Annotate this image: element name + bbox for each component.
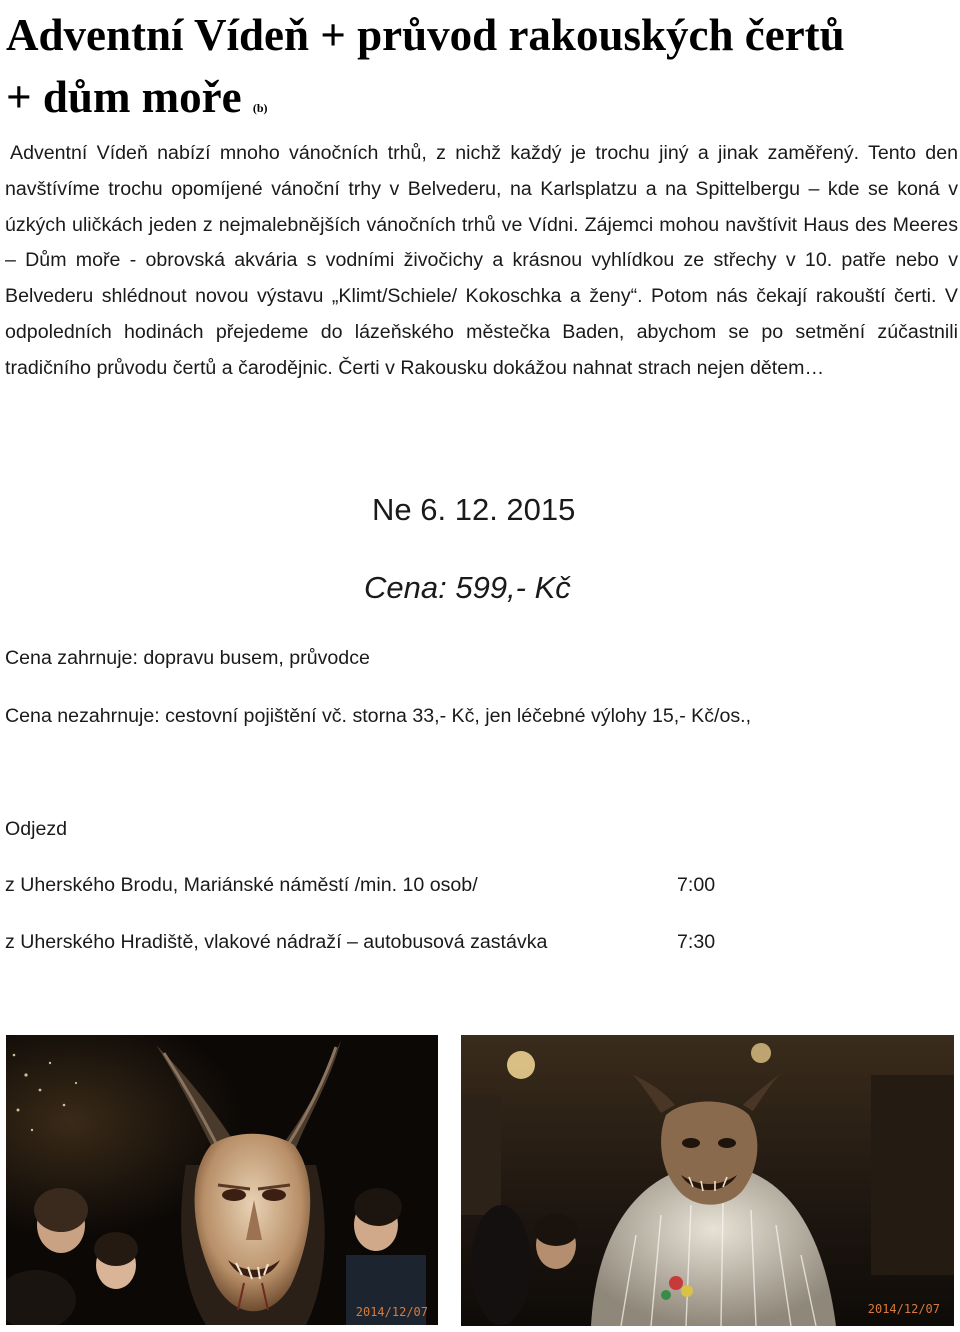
intro-paragraph: Adventní Vídeň nabízí mnoho vánočních trhů, z nichž každý je trochu jiný a jinak zaměřený. Tento den navštívíme trochu opomíjené vánoční trhy v Belvederu, na Karlsplatzu a na Spittelbergu – kde se koná v úzkých uličkách jeden z nejmalebnějších vánočních trhů ve Vídni. Zájemci mohou navštívit Haus des Meeres – Dům moře - obrovská akvária s vodními živočichy a krásnou vyhlídkou ze střechy v 10. patře nebo v Belvederu shlédnout novou výstavu „Klimt/Schiele/ Kokoschka a ženy“. Potom nás čekají rakouští čerti. V odpoledních hodinách přejedeme do lázeňského městečka Baden, abychom se po setmění zúčastnili tradičního průvodu čertů a čarodějnic. Čerti v Rakousku dokážou nahnat strach nejen dětem…	[5, 142, 958, 379]
page-title	[6, 4, 956, 139]
trip-price: Cena: 599,- Kč	[364, 570, 571, 605]
title-line-2-text: + dům moře	[6, 72, 242, 122]
photo-krampus-mask	[6, 1035, 438, 1325]
price-includes: Cena zahrnuje: dopravu busem, průvodce	[5, 647, 370, 669]
krampus-costume-illustration	[461, 1035, 954, 1326]
title-line-1: Adventní Vídeň + průvod rakouských čertů	[6, 10, 845, 60]
title-line-2	[6, 66, 956, 139]
departure-stop-2-place: z Uherského Hradiště, vlakové nádraží – autobusová zastávka	[5, 931, 548, 953]
trip-date: Ne 6. 12. 2015	[372, 492, 576, 527]
photo-krampus-costume	[461, 1035, 954, 1326]
photo-date-stamp: 2014/12/07	[355, 1305, 428, 1319]
departure-stop-1-time: 7:00	[677, 874, 716, 896]
departure-stop-1-place: z Uherského Brodu, Mariánské náměstí /min. 10 osob/	[5, 874, 478, 896]
krampus-mask-illustration	[6, 1035, 438, 1325]
price-excludes: Cena nezahrnuje: cestovní pojištění vč. storna 33,- Kč, jen léčebné výlohy 15,- Kč/os.,	[5, 705, 752, 727]
photo-date-stamp: 2014/12/07	[867, 1302, 940, 1316]
title-suffix: (b)	[252, 101, 268, 115]
departure-stop-2-time: 7:30	[677, 931, 716, 953]
departure-heading: Odjezd	[5, 818, 68, 840]
